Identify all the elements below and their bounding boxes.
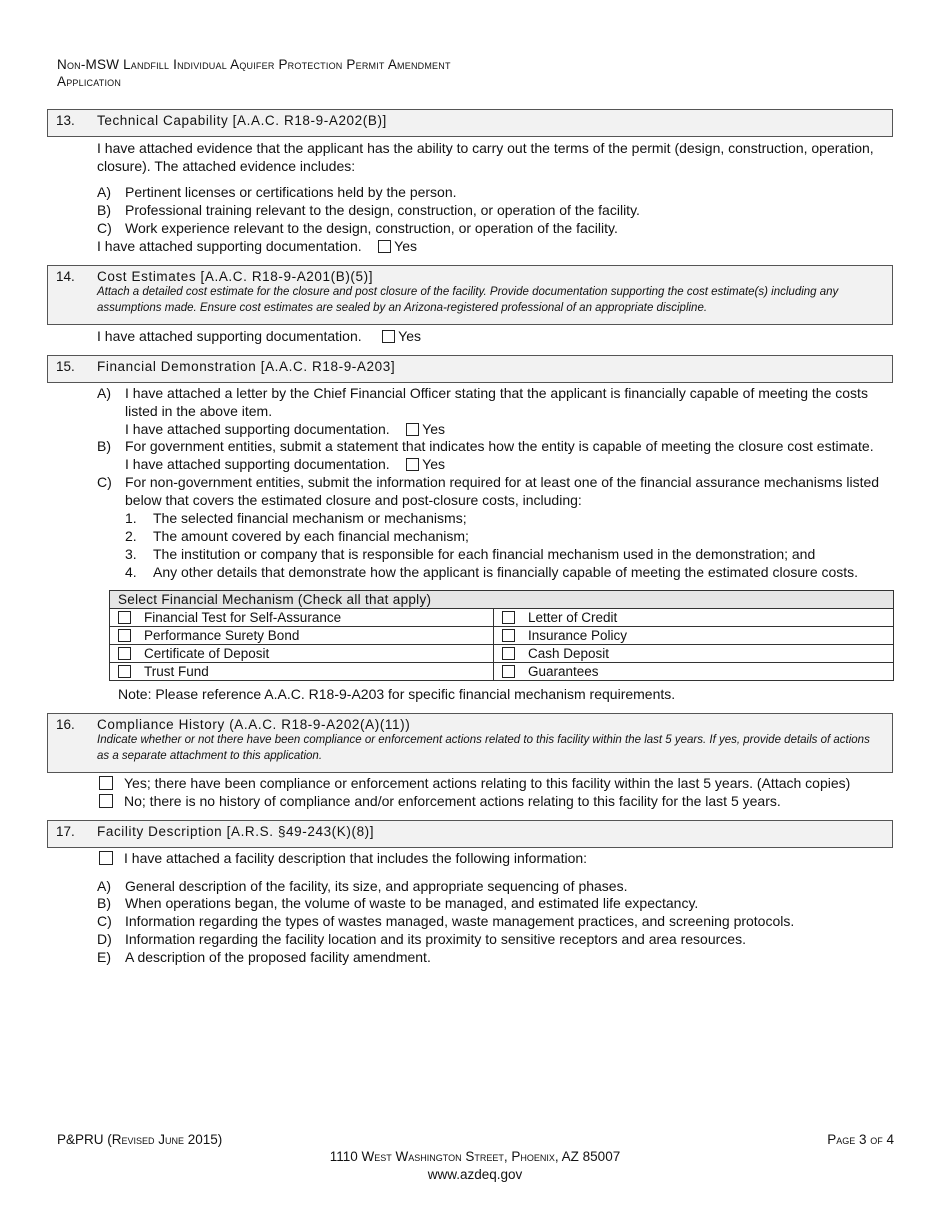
s13-item-a: A) Pertinent licenses or certifications held by the person. [97,184,457,200]
s17-check-label: I have attached a facility description that includes the following information: [124,850,588,866]
s13-yes-label: Yes [394,238,418,254]
s17-item-a: A) General description of the facility, its size, and appropriate sequencing of phases. [97,878,628,894]
s16-no-label: No; there is no history of compliance and/or enforcement actions relating to this facility for the last 5 years. [124,793,781,809]
section-13-header [47,109,893,137]
section-number: 13. [56,113,75,128]
s15-b-text: For government entities, submit a statement that indicates how the entity is capable of meeting the closure cost estimate. [125,438,874,454]
s15-a-support-line: I have attached supporting documentation. Yes [125,421,446,437]
s13-support-line [97,237,417,255]
mechanism-cell: Trust Fund [110,663,494,681]
s13-item-b: B) Professional training relevant to the design, construction, or operation of the facility. [97,202,640,218]
mechanism-cell: Performance Surety Bond [110,627,494,645]
footer-page-number: Page 3 of 4 [827,1132,894,1147]
s13-item-c: C) Work experience relevant to the design, construction, or operation of the facility. [97,220,618,236]
mechanism-cell: Letter of Credit [494,609,894,627]
s15-note: Note: Please reference A.A.C. R18-9-A203 for specific financial mechanism requirements. [118,686,676,702]
s15-a-text: I have attached a letter by the Chief Financial Officer stating that the applicant is financially capable of meeting the costs listed in the above item. [125,385,868,419]
mechanism-cell: Cash Deposit [494,645,894,663]
section-14-header [47,265,893,325]
section-17-header [47,820,893,848]
s15-b-yes-checkbox[interactable] [406,458,419,471]
s14-yes-checkbox[interactable] [382,330,395,343]
mechanism-cell: Guarantees [494,663,894,681]
section-number: 15. [56,359,75,374]
mechanism-cell: Financial Test for Self-Assurance [110,609,494,627]
mechanism-checkbox[interactable] [118,647,131,660]
mechanism-checkbox[interactable] [502,665,515,678]
section-15-header [47,355,893,383]
s17-item-d: D) Information regarding the facility location and its proximity to sensitive receptors and area resources. [97,931,746,947]
mechanism-checkbox[interactable] [502,647,515,660]
s17-item-b: B) When operations began, the volume of waste to be managed, and estimated life expectancy. [97,895,699,911]
document-header [57,56,451,90]
s13-support-label: I have attached supporting documentation. [97,238,362,254]
s13-yes-checkbox[interactable] [378,240,391,253]
s15-a-yes-checkbox[interactable] [406,423,419,436]
mechanism-checkbox[interactable] [118,629,131,642]
table-row [110,627,894,645]
s15-c-label: C) [97,474,112,490]
s16-no-checkbox[interactable] [99,794,113,808]
section-title: Technical Capability [A.A.C. R18-9-A202(B)] [97,113,387,128]
mechanism-checkbox[interactable] [502,629,515,642]
section-number: 17. [56,824,75,839]
table-row [110,609,894,627]
section-number: 14. [56,269,75,284]
s13-intro: I have attached evidence that the applicant has the ability to carry out the terms of the permit (design, construction, operation, closure). The attached evidence includes: [97,140,874,174]
section-title: Cost Estimates [A.A.C. R18-9-A201(B)(5)] [97,269,374,284]
financial-mechanism-table [109,590,894,681]
mechanism-cell: Certificate of Deposit [110,645,494,663]
s15-c-item-1: 1. The selected financial mechanism or mechanisms; [125,510,467,526]
s15-b-label: B) [97,438,111,454]
mechanism-checkbox[interactable] [118,611,131,624]
s14-yes-label: Yes [398,328,422,344]
s16-yes-label: Yes; there have been compliance or enforcement actions relating to this facility within the last 5 years. (Attach copies) [124,775,851,791]
mechanism-checkbox[interactable] [118,665,131,678]
s15-c-text: For non-government entities, submit the information required for at least one of the financial assurance mechanisms listed below that covers the estimated closure and post-closure costs, including: [125,474,880,508]
section-16-header [47,713,893,773]
section-description: Attach a detailed cost estimate for the closure and post closure of the facility. Provide documentation supporting the cost estimate(s) including any assumptions made. Ensure cost estimates are sealed by an Arizona-registered professional of an appropriate discipline. [97,286,839,314]
s17-item-e: E) A description of the proposed facility amendment. [97,949,431,965]
s15-b-support-line: I have attached supporting documentation. Yes [125,456,446,472]
table-header-row [110,591,894,609]
s17-item-c: C) Information regarding the types of wastes managed, waste management practices, and screening protocols. [97,913,795,929]
section-title: Compliance History (A.A.C. R18-9-A202(A)(11)) [97,717,411,732]
section-number: 16. [56,717,75,732]
footer-address: 1110 West Washington Street, Phoenix, AZ 85007 [329,1149,621,1164]
table-header: Select Financial Mechanism (Check all that apply) [110,591,894,609]
mechanism-checkbox[interactable] [502,611,515,624]
s15-a-label: A) [97,385,111,401]
s14-support-label: I have attached supporting documentation. [97,328,362,344]
s14-support-line [97,327,421,345]
section-title: Financial Demonstration [A.A.C. R18-9-A203] [97,359,396,374]
header-title: Non-MSW Landfill Individual Aquifer Protection Permit Amendment [57,57,451,72]
header-subtitle: Application [57,74,122,89]
footer-revision: P&PRU (Revised June 2015) [57,1132,223,1147]
section-description: Indicate whether or not there have been compliance or enforcement actions related to this facility within the last 5 years. If yes, provide details of actions as a separate attachment to this application. [97,734,870,762]
s15-c-item-3: 3. The institution or company that is responsible for each financial mechanism used in the demonstration; and [125,546,816,562]
s16-yes-checkbox[interactable] [99,776,113,790]
table-row [110,663,894,681]
s15-c-item-4: 4. Any other details that demonstrate how the applicant is financially capable of meeting the estimated closure costs. [125,564,859,580]
mechanism-cell: Insurance Policy [494,627,894,645]
section-title: Facility Description [A.R.S. §49-243(K)(8)] [97,824,375,839]
s15-c-item-2: 2. The amount covered by each financial mechanism; [125,528,469,544]
s17-description-checkbox[interactable] [99,851,113,865]
table-row [110,645,894,663]
footer-url[interactable]: www.azdeq.gov [427,1167,523,1182]
